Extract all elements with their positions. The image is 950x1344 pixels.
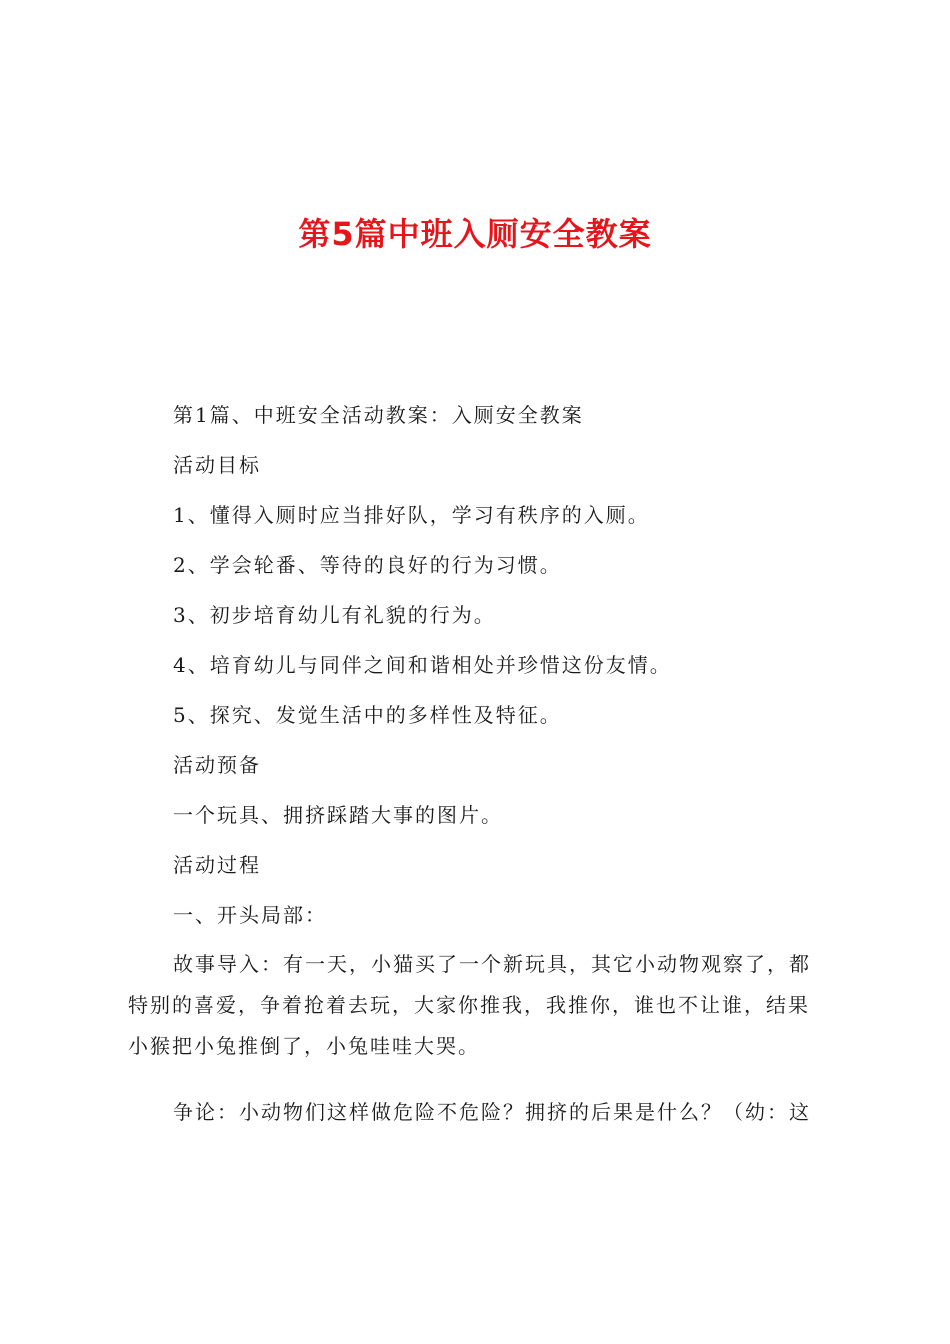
story-line: 小猴把小兔推倒了，小兔哇哇大哭。 — [128, 1034, 480, 1058]
goal-item: 5、探究、发觉生活中的多样性及特征。 — [173, 703, 562, 727]
section-heading: 第1篇、中班安全活动教案：入厕安全教案 — [173, 403, 584, 427]
activity-prep-heading: 活动预备 — [173, 753, 261, 777]
discussion-paragraph — [128, 1092, 833, 1133]
goal-item: 3、初步培育幼儿有礼貌的行为。 — [173, 603, 496, 627]
discussion-line: 争论：小动物们这样做危险不危险？拥挤的后果是什么？（幼：这 — [173, 1100, 811, 1124]
story-line: 特别的喜爱，争着抢着去玩，大家你推我，我推你，谁也不让谁，结果 — [128, 993, 810, 1017]
goal-item: 4、培育幼儿与同伴之间和谐相处并珍惜这份友情。 — [173, 653, 672, 677]
activity-goals-heading: 活动目标 — [173, 453, 261, 477]
story-line: 故事导入：有一天，小猫买了一个新玩具，其它小动物观察了，都 — [173, 952, 811, 976]
prep-text: 一个玩具、拥挤踩踏大事的图片。 — [173, 803, 503, 827]
story-paragraph — [128, 944, 833, 1067]
document-body — [173, 396, 833, 946]
goal-item: 1、懂得入厕时应当排好队，学习有秩序的入厕。 — [173, 503, 650, 527]
activity-process-heading: 活动过程 — [173, 853, 261, 877]
goal-item: 2、学会轮番、等待的良好的行为习惯。 — [173, 553, 562, 577]
part-one-heading: 一、开头局部： — [173, 903, 327, 927]
document-title: 第5篇中班入厕安全教案 — [298, 215, 652, 253]
